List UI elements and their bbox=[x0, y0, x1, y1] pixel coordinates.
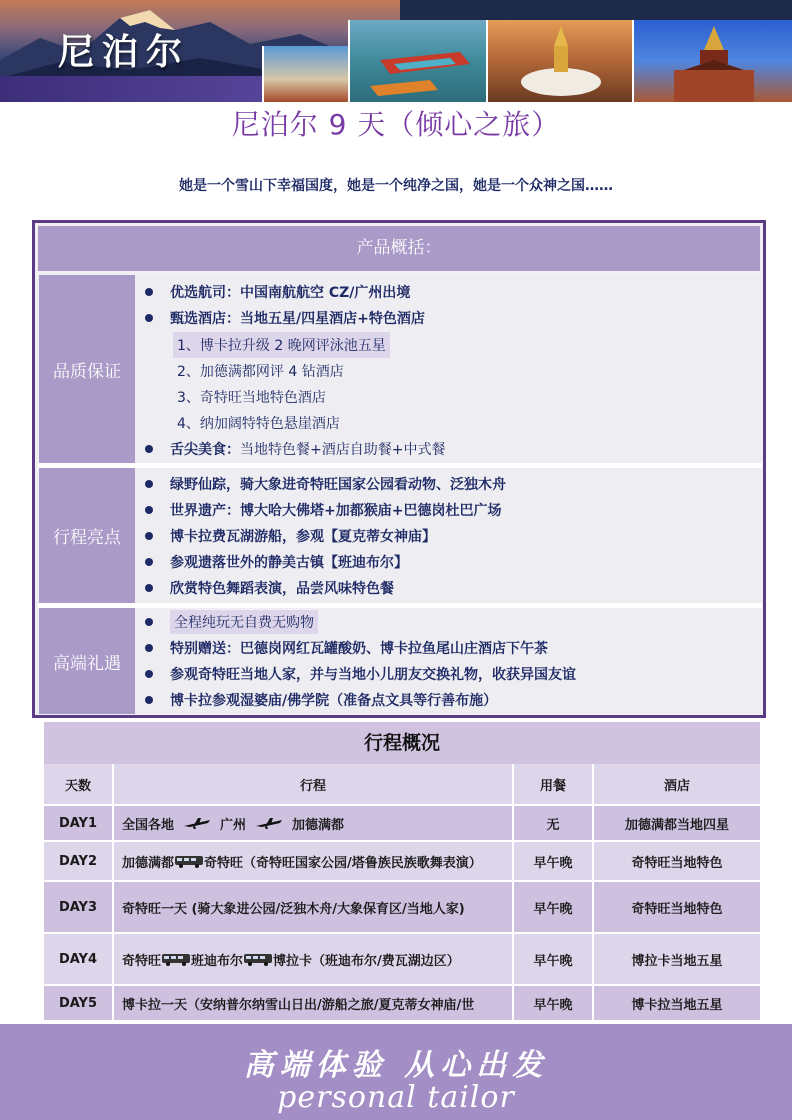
hotel-option: 4、纳加阔特特色悬崖酒店 bbox=[177, 416, 340, 432]
overview-header: 产品概括： bbox=[38, 226, 760, 271]
temple-photo bbox=[262, 46, 350, 102]
table-row bbox=[44, 882, 760, 934]
lake-boats-photo bbox=[348, 20, 486, 102]
table-row bbox=[44, 986, 760, 1022]
day-cell: DAY5 bbox=[44, 986, 114, 1020]
airline-item: 优选航司： 中国南航航空 CZ/广州出境 bbox=[145, 279, 410, 305]
hotel-item: 甄选酒店： 当地五星/四星酒店+特色酒店 bbox=[145, 305, 425, 331]
route-cell: 博卡拉一天（安纳普尔纳雪山日出/游船之旅/夏克蒂女神庙/世 bbox=[114, 986, 514, 1020]
column-header: 酒店 bbox=[663, 778, 690, 794]
table-row bbox=[44, 934, 760, 986]
premium-item: 参观奇特旺当地人家，并与当地小儿朋友交换礼物，收获异国友谊 bbox=[145, 661, 576, 687]
table-row bbox=[44, 842, 760, 882]
hotel-option: 1、博卡拉升级 2 晚网评泳池五星 bbox=[173, 332, 390, 358]
bullet-icon bbox=[145, 314, 153, 322]
highlights-label: 行程亮点 bbox=[39, 468, 135, 603]
bullet-icon bbox=[145, 618, 153, 626]
highlight-item: 绿野仙踪，骑大象进奇特旺国家公园看动物、泛独木舟 bbox=[145, 471, 506, 497]
column-header: 天数 bbox=[44, 764, 114, 804]
pagoda-photo bbox=[632, 20, 792, 102]
bullet-icon bbox=[145, 445, 153, 453]
bullet-icon bbox=[145, 670, 153, 678]
hotel-option: 3、奇特旺当地特色酒店 bbox=[177, 390, 326, 406]
bullet-icon bbox=[145, 696, 153, 704]
meal-cell: 早午晚 bbox=[514, 882, 594, 932]
premium-label: 高端礼遇 bbox=[39, 608, 135, 714]
hotel-cell: 博拉卡当地五星 bbox=[631, 953, 723, 969]
highlight-item: 博卡拉费瓦湖游船，参观【夏克蒂女神庙】 bbox=[145, 523, 436, 549]
bullet-icon bbox=[145, 506, 153, 514]
day-cell: DAY1 bbox=[44, 806, 114, 840]
bus-icon bbox=[243, 952, 273, 966]
product-overview-box bbox=[32, 220, 766, 718]
stupa-photo bbox=[486, 20, 632, 102]
quality-section bbox=[135, 275, 763, 463]
column-header: 用餐 bbox=[514, 764, 594, 804]
bullet-icon bbox=[145, 532, 153, 540]
highlights-section bbox=[135, 468, 763, 603]
premium-section bbox=[135, 608, 763, 714]
hotel-option: 2、加德满都网评 4 钻酒店 bbox=[177, 364, 344, 380]
highlight-item: 欣赏特色舞蹈表演，品尝风味特色餐 bbox=[145, 575, 394, 601]
premium-item: 全程纯玩无自费无购物 bbox=[145, 609, 318, 635]
meal-cell: 早午晚 bbox=[514, 934, 594, 984]
hotel-cell: 奇特旺当地特色 bbox=[631, 855, 723, 871]
footer-slogan-en: personal tailor bbox=[277, 1080, 515, 1115]
table-row bbox=[44, 806, 760, 842]
bullet-icon bbox=[145, 644, 153, 652]
hotel-cell: 奇特旺当地特色 bbox=[631, 901, 723, 917]
day-cell: DAY4 bbox=[44, 934, 114, 984]
table-header-row bbox=[44, 764, 760, 806]
bus-icon bbox=[161, 952, 191, 966]
premium-item: 博卡拉参观湿婆庙/佛学院（准备点文具等行善布施） bbox=[145, 687, 497, 713]
footer-slogan-cn: 高端体验 从心出发 bbox=[243, 1048, 549, 1083]
bullet-icon bbox=[145, 288, 153, 296]
route-cell: 奇特旺一天 (骑大象进公园/泛独木舟/大象保育区/当地人家) bbox=[114, 882, 514, 932]
highlight-item: 参观遗落世外的静美古镇【班迪布尔】 bbox=[145, 549, 408, 575]
premium-item: 特别赠送：巴德岗网红瓦罐酸奶、博卡拉鱼尾山庄酒店下午茶 bbox=[145, 635, 548, 661]
meal-cell: 早午晚 bbox=[514, 986, 594, 1020]
header-banner bbox=[0, 0, 792, 102]
route-cell: 全国各地 广州 加德满都 bbox=[114, 806, 514, 840]
page-subtitle: 她是一个雪山下幸福国度，她是一个纯净之国，她是一个众神之国…… bbox=[179, 178, 613, 194]
airplane-icon bbox=[254, 816, 284, 830]
day-cell: DAY3 bbox=[44, 882, 114, 932]
highlight-item: 世界遗产：博大哈大佛塔+加都猴庙+巴德岗杜巴广场 bbox=[145, 497, 501, 523]
column-header: 行程 bbox=[114, 764, 514, 804]
bus-icon bbox=[174, 854, 204, 868]
meal-cell: 无 bbox=[514, 806, 594, 840]
footer-banner bbox=[0, 1024, 792, 1120]
food-item: 舌尖美食： 当地特色餐+酒店自助餐+中式餐 bbox=[145, 436, 445, 462]
quality-label: 品质保证 bbox=[39, 275, 135, 463]
hotel-cell: 博卡拉当地五星 bbox=[631, 997, 723, 1013]
meal-cell: 早午晚 bbox=[514, 842, 594, 880]
airplane-icon bbox=[182, 816, 212, 830]
page-title: 尼泊尔 9 天（倾心之旅） bbox=[231, 108, 561, 141]
bullet-icon bbox=[145, 558, 153, 566]
day-cell: DAY2 bbox=[44, 842, 114, 880]
hotel-cell: 加德满都当地四星 bbox=[624, 817, 729, 833]
bullet-icon bbox=[145, 584, 153, 592]
route-cell: 加德满都 奇特旺（奇特旺国家公园/塔鲁族民族歌舞表演） bbox=[114, 842, 514, 880]
itinerary-title: 行程概况 bbox=[44, 722, 760, 764]
bullet-icon bbox=[145, 480, 153, 488]
route-cell: 奇特旺 班迪布尔 博拉卡（班迪布尔/费瓦湖边区） bbox=[114, 934, 514, 984]
banner-title: 尼泊尔 bbox=[58, 31, 191, 73]
